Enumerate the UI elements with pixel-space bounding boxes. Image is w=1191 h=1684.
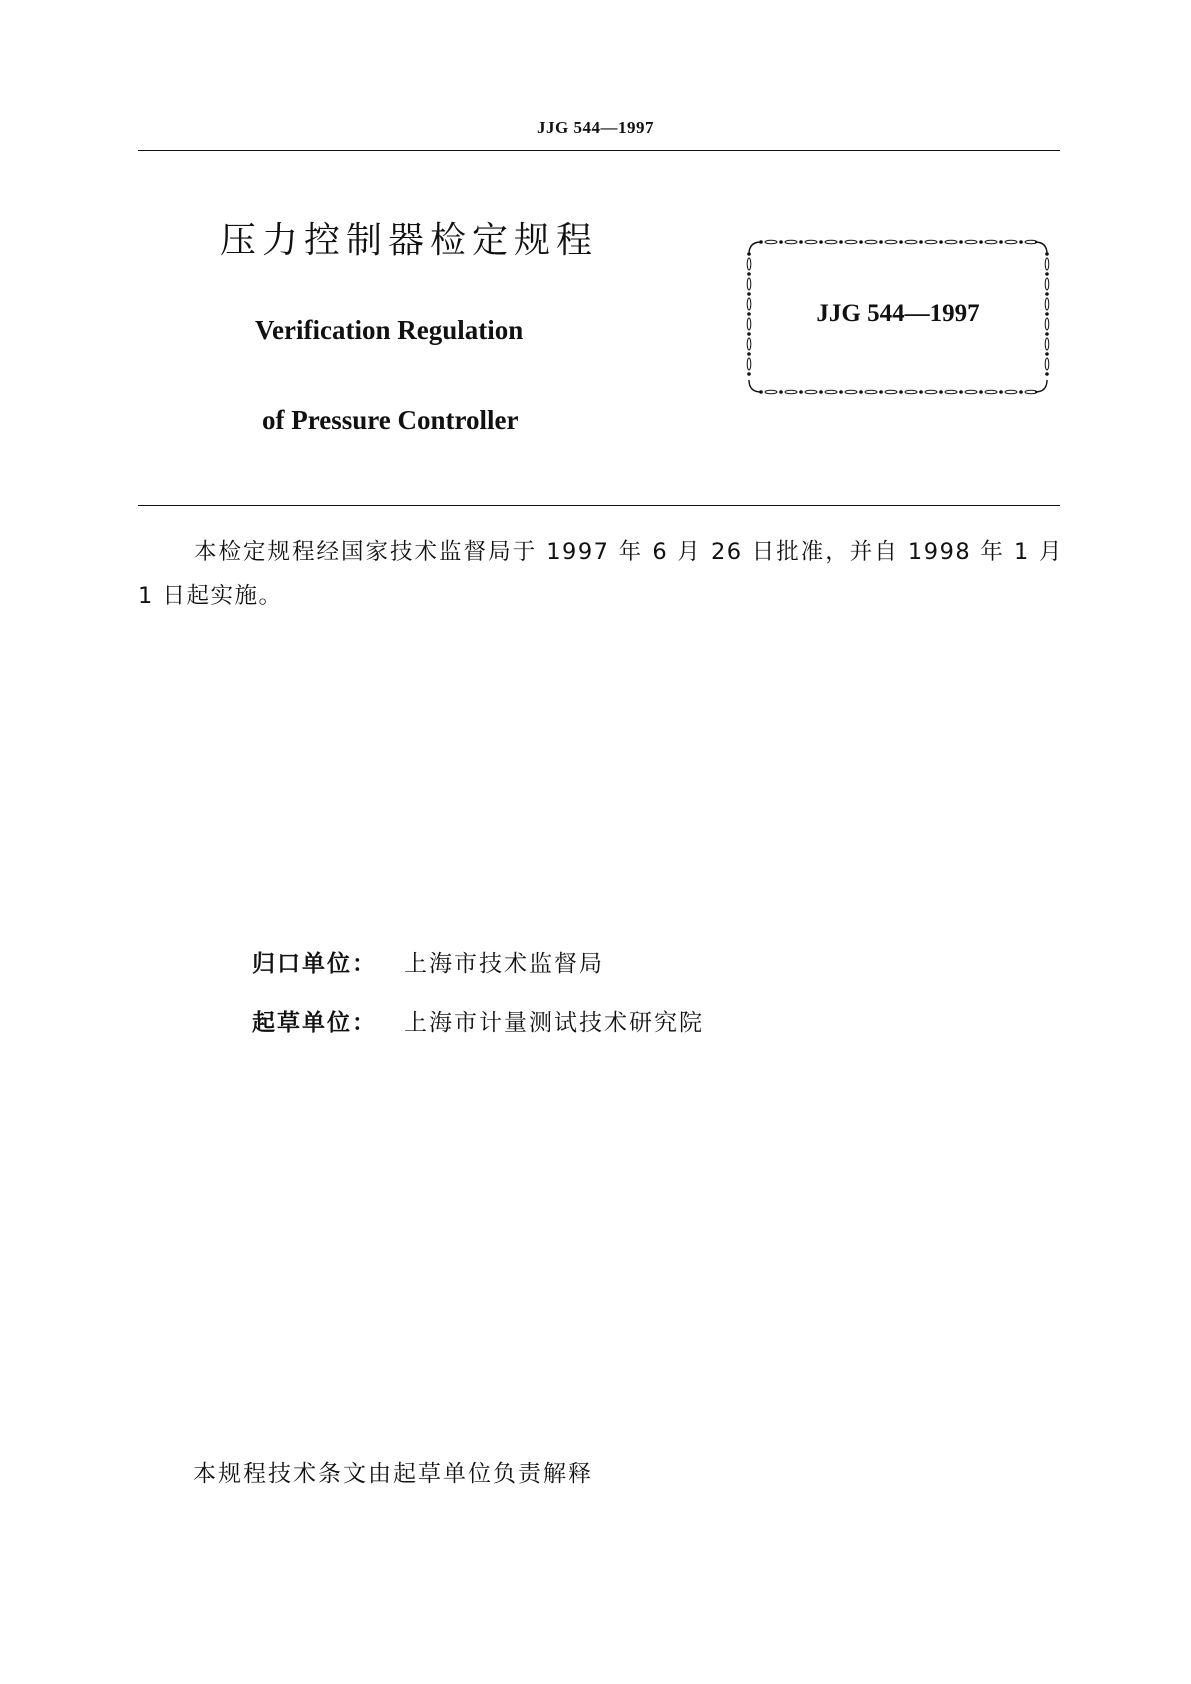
responsible-unit-row bbox=[252, 945, 604, 978]
drafting-unit-value: 上海市计量测试技术研究院 bbox=[404, 1010, 704, 1036]
header-rule bbox=[138, 150, 1060, 151]
running-header-code: JJG 544—1997 bbox=[537, 118, 654, 137]
responsible-unit-value: 上海市技术监督局 bbox=[404, 951, 604, 977]
title-english-line-1: Verification Regulation bbox=[255, 315, 524, 345]
drafting-unit-label: 起草单位： bbox=[252, 1010, 377, 1036]
interpretation-note: 本规程技术条文由起草单位负责解释 bbox=[193, 1461, 593, 1487]
responsible-unit-label: 归口单位： bbox=[252, 951, 377, 977]
approval-paragraph: 本检定规程经国家技术监督局于 1997 年 6 月 26 日批准，并自 1998 年 1 月 1 日起实施。 bbox=[138, 539, 1063, 609]
code-box bbox=[745, 238, 1051, 396]
title-chinese: 压力控制器检定规程 bbox=[220, 220, 599, 261]
drafting-unit-row bbox=[252, 1004, 704, 1037]
section-rule bbox=[138, 505, 1060, 506]
title-english-line-2: of Pressure Controller bbox=[262, 405, 519, 435]
code-box-text: JJG 544—1997 bbox=[816, 300, 980, 327]
